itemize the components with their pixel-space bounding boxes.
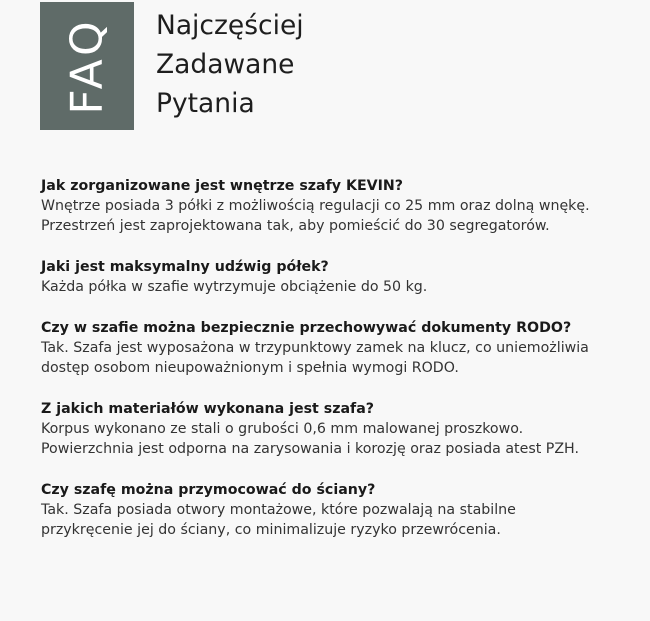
faq-item — [41, 480, 631, 540]
answer-line: dostęp osobom nieupoważnionym i spełnia wymogi RODO. — [41, 360, 459, 376]
title-line: Zadawane — [156, 49, 295, 80]
faq-answer — [41, 277, 631, 297]
answer-line: Wnętrze posiada 3 półki z możliwością regulacji co 25 mm oraz dolną wnękę. — [41, 198, 590, 214]
faq-question: Jak zorganizowane jest wnętrze szafy KEVIN? — [41, 178, 404, 194]
faq-item — [41, 257, 631, 297]
faq-item — [41, 318, 631, 378]
answer-line: Korpus wykonano ze stali o grubości 0,6 mm malowanej proszkowo. — [41, 421, 524, 437]
answer-line: Tak. Szafa posiada otwory montażowe, które pozwalają na stabilne — [41, 502, 516, 518]
faq-item — [41, 176, 631, 236]
faq-list — [41, 176, 631, 561]
title-line: Pytania — [156, 88, 255, 119]
answer-line: Powierzchnia jest odporna na zarysowania i korozję oraz posiada atest PZH. — [41, 441, 579, 457]
faq-question: Jaki jest maksymalny udźwig półek? — [41, 259, 329, 275]
answer-line: Tak. Szafa jest wyposażona w trzypunktowy zamek na klucz, co uniemożliwia — [41, 340, 589, 356]
faq-answer — [41, 500, 631, 540]
faq-answer — [41, 196, 631, 236]
page-title — [156, 6, 304, 123]
answer-line: Każda półka w szafie wytrzymuje obciążenie do 50 kg. — [41, 279, 428, 295]
faq-item — [41, 399, 631, 459]
title-line: Najczęściej — [156, 10, 304, 41]
faq-question: Czy w szafie można bezpiecznie przechowywać dokumenty RODO? — [41, 320, 572, 336]
faq-badge — [40, 2, 134, 130]
faq-answer — [41, 419, 631, 459]
answer-line: przykręcenie jej do ściany, co minimalizuje ryzyko przewrócenia. — [41, 522, 501, 538]
faq-question: Z jakich materiałów wykonana jest szafa? — [41, 401, 375, 417]
faq-answer — [41, 338, 631, 378]
faq-question: Czy szafę można przymocować do ściany? — [41, 482, 376, 498]
faq-badge-label: FAQ — [61, 17, 113, 115]
answer-line: Przestrzeń jest zaprojektowana tak, aby pomieścić do 30 segregatorów. — [41, 218, 550, 234]
